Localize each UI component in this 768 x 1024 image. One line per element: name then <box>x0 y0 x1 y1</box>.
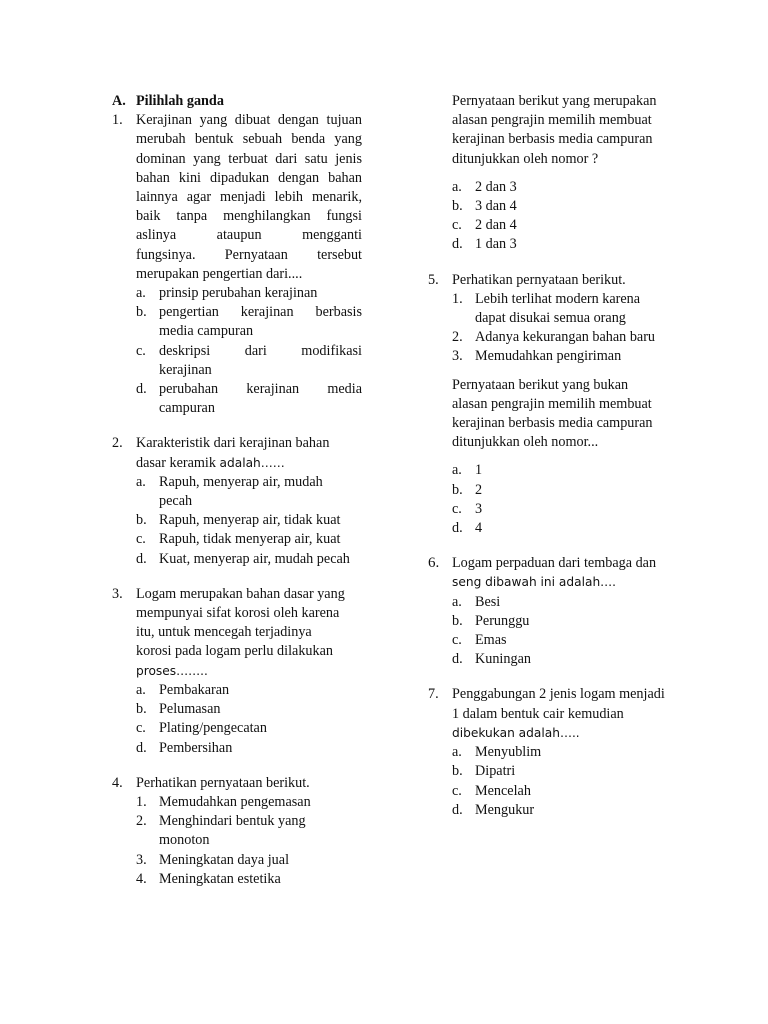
option-a[interactable]: a. Pembakaran <box>136 681 230 698</box>
statement-item: 2. Menghindari bentuk yang monoton <box>136 813 306 849</box>
statement-item: 3. Meningkatan daya jual <box>136 851 290 868</box>
option-b[interactable]: b. Perunggu <box>452 612 530 629</box>
question-text-line: seng dibawah ini adalah…. <box>452 575 616 590</box>
question-text-line: merupakan pengertian dari.... <box>136 265 303 282</box>
option-b[interactable]: b. 2 <box>452 481 483 498</box>
question-text-line: bahan kini dipadukan dengan bahan <box>136 169 362 186</box>
question-5-prompt: Pernyataan berikut yang bukan alasan pengrajin memilih membuat kerajinan berbasis media campuran ditunjukkan oleh nomor... <box>452 376 653 451</box>
question-number: 7. <box>428 686 439 703</box>
question-text-line: mempunyai sifat korosi oleh karena <box>136 605 340 622</box>
question-4 <box>112 774 362 793</box>
statement-item: 1. Memudahkan pengemasan <box>136 793 311 810</box>
question-text-line: dibekukan adalah….. <box>452 725 580 740</box>
question-text-line: Karakteristik dari kerajinan bahan <box>136 435 330 452</box>
question-text-line: Logam perpaduan dari tembaga dan <box>452 555 657 572</box>
question-text-line: aslinya ataupun mengganti <box>136 227 362 244</box>
question-number: 4. <box>112 774 123 791</box>
question-number: 2. <box>112 435 123 452</box>
option-a[interactable]: a. Rapuh, menyerap air, mudah pecah <box>136 473 323 510</box>
question-5 <box>428 271 672 290</box>
option-c[interactable]: c. 2 dan 4 <box>452 217 517 234</box>
question-4-continued: Pernyataan berikut yang merupakan alasan pengrajin memilih membuat kerajinan berbasis media campuran ditunjukkan oleh nomor ? <box>452 93 657 167</box>
option-d[interactable]: d. 1 dan 3 <box>452 236 517 253</box>
question-text-line: korosi pada logam perlu dilakukan <box>136 643 333 660</box>
section-title: Pilihlah ganda <box>136 93 224 109</box>
option-a[interactable]: a. Besi <box>452 593 501 610</box>
question-text-line: Perhatikan pernyataan berikut. <box>452 271 626 288</box>
option-b[interactable]: b. Rapuh, menyerap air, tidak kuat <box>136 512 341 529</box>
statement-item: 2. Adanya kekurangan bahan baru <box>452 329 656 346</box>
option-a[interactable]: a. Menyublim <box>452 744 542 761</box>
question-6 <box>428 554 672 592</box>
statement-item: 3. Memudahkan pengiriman <box>452 348 622 365</box>
question-text-line: Kerajinan yang dibuat dengan tujuan <box>136 112 362 129</box>
option-b[interactable]: b. pengertian kerajinan berbasis media campuran <box>136 304 362 340</box>
option-b[interactable]: b. Dipatri <box>452 763 516 780</box>
option-c[interactable]: c. Rapuh, tidak menyerap air, kuat <box>136 531 341 548</box>
option-b[interactable]: b. 3 dan 4 <box>452 198 517 215</box>
option-d[interactable]: d. Pembersihan <box>136 739 233 756</box>
question-number: 1. <box>112 112 123 129</box>
statement-item: 1. Lebih terlihat modern karena dapat disukai semua orang <box>452 290 641 327</box>
statement-item: 4. Meningkatan estetika <box>136 870 281 887</box>
section-letter: A. <box>112 93 126 109</box>
question-text-line: Perhatikan pernyataan berikut. <box>136 774 310 791</box>
option-c[interactable]: c. Mencelah <box>452 782 531 799</box>
option-d[interactable]: d. perubahan kerajinan media campuran <box>136 381 362 417</box>
question-2 <box>112 434 362 472</box>
question-text-line: proses…….. <box>136 663 208 678</box>
question-text-line: 1 dalam bentuk cair kemudian <box>452 705 624 722</box>
question-text-line: merubah bentuk sebuah benda yang <box>136 131 362 148</box>
question-number: 5. <box>428 271 439 288</box>
question-text-line: baik tanpa menghilangkan fungsi <box>136 208 362 225</box>
question-3 <box>112 585 362 681</box>
question-number: 6. <box>428 555 440 572</box>
question-7 <box>428 685 672 743</box>
option-a[interactable]: a. prinsip perubahan kerajinan <box>136 285 318 302</box>
question-text-line: fungsinya. Pernyataan tersebut <box>136 246 362 263</box>
question-text-line: Logam merupakan bahan dasar yang <box>136 585 345 602</box>
option-c[interactable]: c. deskripsi dari modifikasi kerajinan <box>136 342 362 378</box>
question-number: 3. <box>112 585 123 602</box>
option-a[interactable]: a. 1 <box>452 462 483 479</box>
option-a[interactable]: a. 2 dan 3 <box>452 178 517 195</box>
option-d[interactable]: d. Kuningan <box>452 651 531 668</box>
left-column <box>112 92 362 889</box>
option-c[interactable]: c. 3 <box>452 500 483 517</box>
option-c[interactable]: c. Plating/pengecatan <box>136 720 267 737</box>
option-b[interactable]: b. Pelumasan <box>136 701 221 718</box>
question-1 <box>112 111 362 284</box>
option-d[interactable]: d. Mengukur <box>452 801 535 818</box>
question-text-line: itu, untuk mencegah terjadinya <box>136 624 312 641</box>
option-c[interactable]: c. Emas <box>452 632 507 649</box>
right-column <box>428 92 672 820</box>
option-d[interactable]: d. Kuat, menyerap air, mudah pecah <box>136 550 350 567</box>
question-text-line: lainnya agar menjadi lebih menarik, <box>136 189 362 206</box>
section-heading <box>112 92 362 111</box>
question-text-line: dasar keramik adalah…… <box>136 454 285 471</box>
question-text-line: dominan yang terbuat dari satu jenis <box>136 150 362 167</box>
option-d[interactable]: d. 4 <box>452 520 483 537</box>
question-text-line: Penggabungan 2 jenis logam menjadi <box>452 686 665 703</box>
